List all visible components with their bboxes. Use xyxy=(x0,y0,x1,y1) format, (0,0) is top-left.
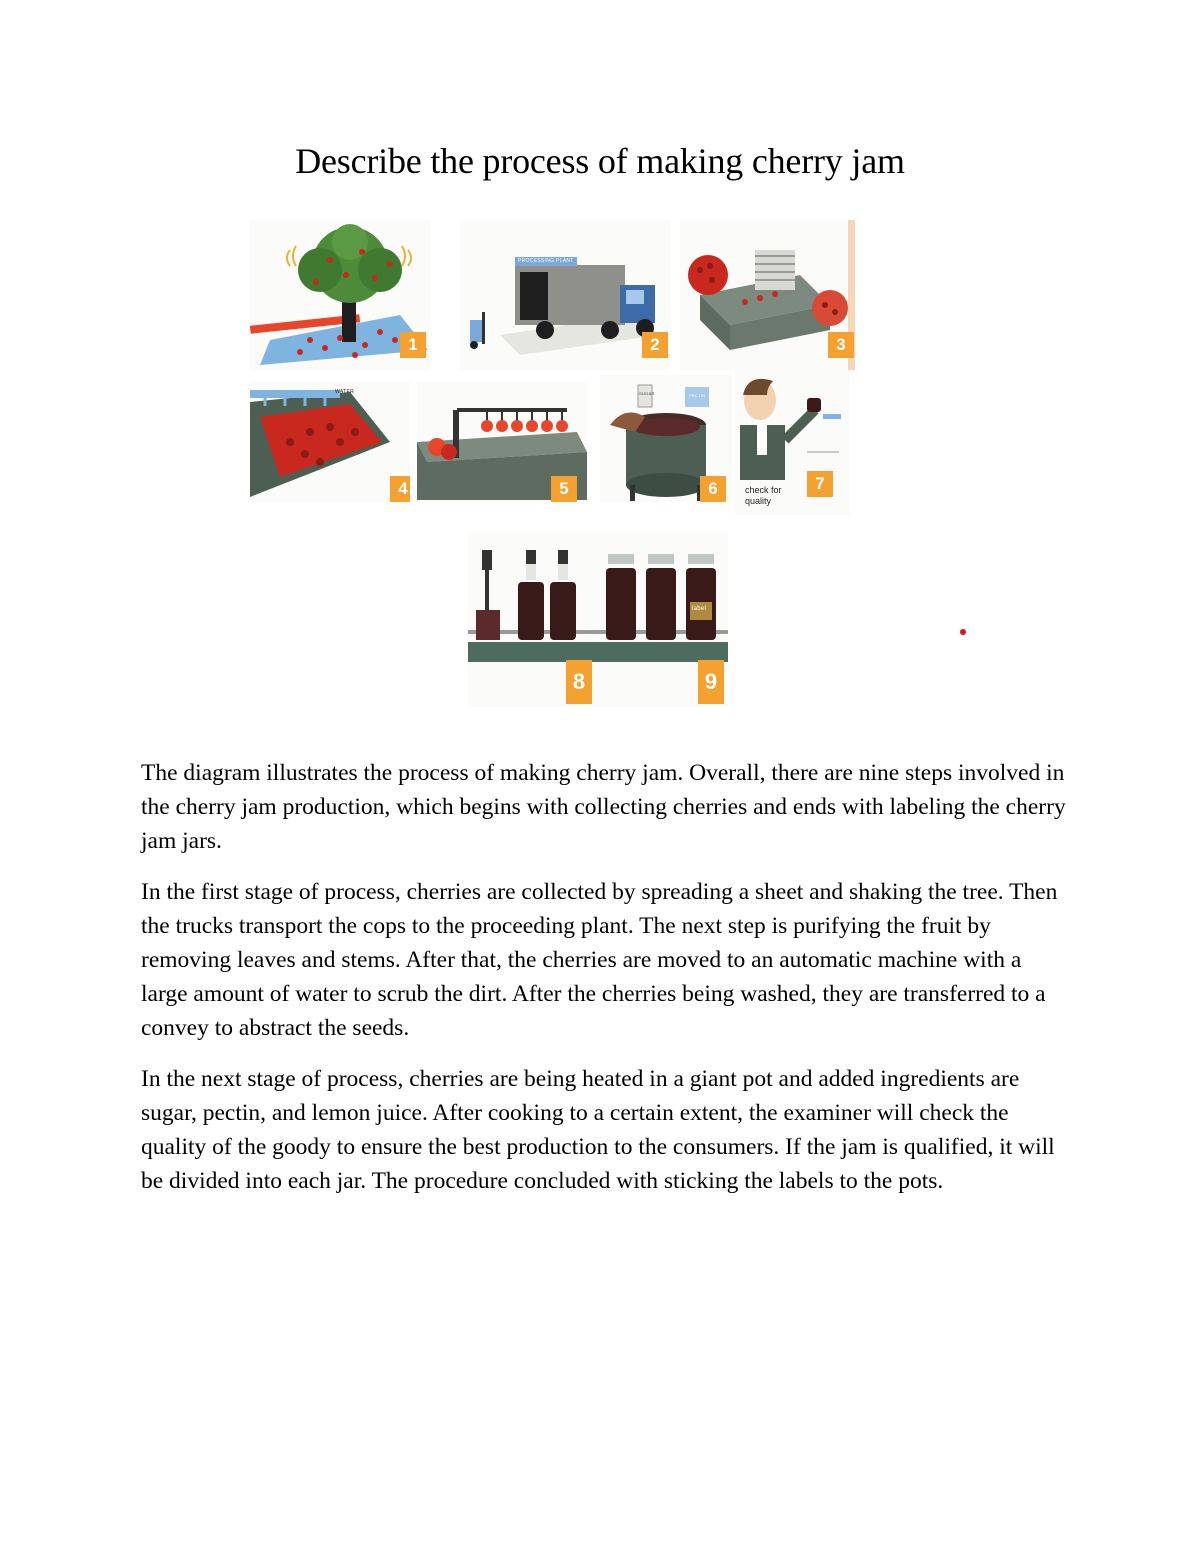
step-5-panel xyxy=(417,382,587,502)
quality-label: quality xyxy=(745,496,772,506)
step-4-panel xyxy=(250,382,410,502)
essay-body xyxy=(141,756,1066,1215)
step-8-panel xyxy=(468,532,600,707)
step-3-panel xyxy=(680,220,855,370)
step-badge: 2 xyxy=(642,332,668,358)
step-badge: 8 xyxy=(566,660,592,704)
jar-label: label xyxy=(692,606,707,612)
step-badge: 4 xyxy=(390,476,410,502)
step-7-panel xyxy=(735,370,850,515)
check-for-label: check for xyxy=(745,485,782,495)
essay-paragraph: In the first stage of process, cherries are collected by spreading a sheet and shaking the tree. Then the trucks transport the cops to the proceeding plant. The next step is purifying the fruit by removing leaves and stems. After that, the cherries are moved to an automatic machine with a large amount of water to scrub the dirt. After the cherries being washed, they are transferred to a convey to abstract the seeds. xyxy=(141,879,1058,1041)
processing-plant-sign: PROCESSING PLANT xyxy=(515,257,577,266)
step-badge: 1 xyxy=(400,332,426,358)
page-title: Describe the process of making cherry jam xyxy=(295,141,905,181)
truck-illustration xyxy=(460,220,670,370)
step-badge: 3 xyxy=(828,332,854,358)
washing-illustration xyxy=(250,382,410,502)
step-1-panel xyxy=(250,220,430,370)
step-badge: 6 xyxy=(700,476,726,502)
step-9-panel xyxy=(600,532,728,707)
step-badge: 5 xyxy=(551,476,577,502)
red-marker-dot xyxy=(960,629,966,635)
essay-paragraph: In the next stage of process, cherries are being heated in a giant pot and added ingredients are sugar, pectin, and lemon juice. After cooking to a certain extent, the examiner will check the quality of the goody to ensure the best production to the consumers. If the jam is qualified, it will be divided into each jar. The procedure concluded with sticking the labels to the pots. xyxy=(141,1066,1055,1194)
sugar-label: SUGAR xyxy=(639,391,655,396)
pectin-label: PECTIN xyxy=(689,393,706,398)
step-badge: 9 xyxy=(698,660,724,704)
step-badge: 7 xyxy=(807,471,833,497)
step-6-panel xyxy=(600,375,732,502)
essay-paragraph: The diagram illustrates the process of making cherry jam. Overall, there are nine steps involved in the cherry jam production, which begins with collecting cherries and ends with labeling the cherry jam jars. xyxy=(141,760,1066,854)
process-diagram xyxy=(240,210,860,710)
step-2-panel xyxy=(460,220,670,370)
water-label: WATER xyxy=(335,389,354,395)
